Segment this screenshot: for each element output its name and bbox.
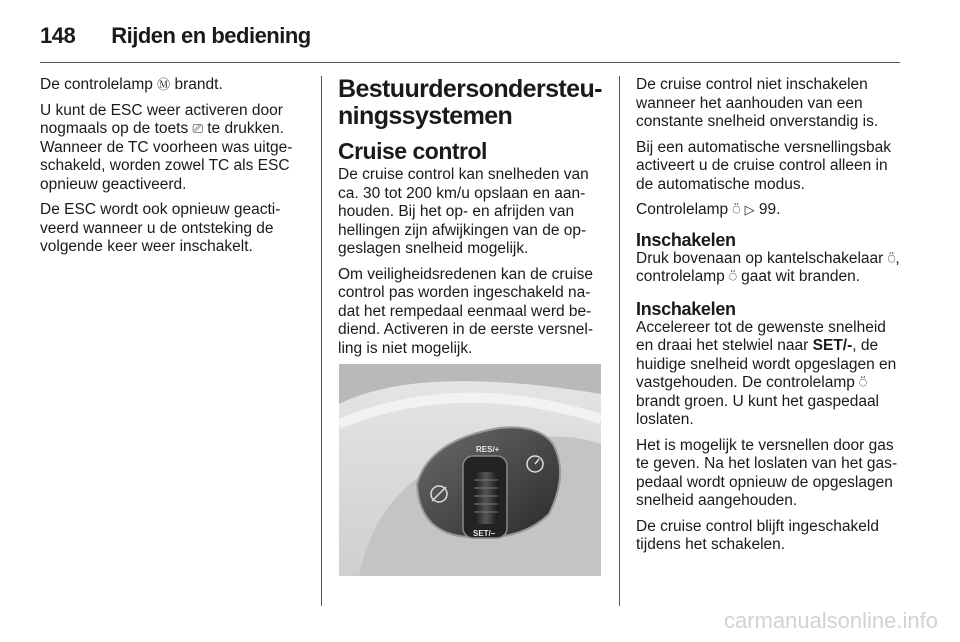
paragraph: De ESC wordt ook opnieuw geactiveerd wanneer u de ontsteking de volgende keer weer inschakelt. xyxy=(40,201,281,255)
header-rule xyxy=(40,62,900,63)
page-reference-icon: ▷ xyxy=(744,202,755,217)
paragraph: De cruise control kan snelheden van ca. 30 tot 200 km/u opslaan en aanhouden. Bij het op- en afrijden van hellingen zijn afwijkingen van de opgeslagen snelheid mogelijk. xyxy=(338,166,589,257)
subsection-heading: Cruise control xyxy=(338,138,487,164)
paragraph: Bij een automatische versnellingsbak activeert u de cruise control alleen in de automatische modus. xyxy=(636,138,892,193)
column-divider-2 xyxy=(619,76,620,606)
paragraph: Om veiligheidsredenen kan de cruise control pas worden ingeschakeld nadat het rempedaal eenmaal werd bediend. Activeren in de eerste versnelling is niet mogelijk. xyxy=(338,265,594,357)
paragraph: De cruise control niet inschakelen wanneer het aanhouden van een constante snelheid onverstandig is. xyxy=(636,76,879,130)
column-2 xyxy=(338,76,603,365)
subheading-inschakelen: Inschakelen xyxy=(636,229,736,250)
column-3 xyxy=(636,76,904,562)
paragraph: Druk bovenaan op kantelschakelaar ⍥, controlelamp ⍥ gaat wit branden. xyxy=(636,249,900,285)
watermark: carmanualsonline.info xyxy=(723,608,938,633)
page-header xyxy=(40,20,311,52)
cruise-control-icon: ⍥ xyxy=(729,269,737,284)
steering-wheel-illustration xyxy=(339,364,601,576)
set-label: SET/– xyxy=(473,529,496,538)
warning-lamp-icon: Ⓜ xyxy=(157,77,171,92)
paragraph: Controlelamp ⍥ ▷ 99. xyxy=(636,201,781,218)
cruise-control-icon: ⍥ xyxy=(732,202,741,217)
steering-wheel-controls-photo xyxy=(339,364,601,576)
paragraph: Het is mogelijk te versnellen door gas te geven. Na het loslaten van het gaspedaal wordt opnieuw de opgeslagen snelheid aangehouden. xyxy=(636,436,898,509)
res-label: RES/+ xyxy=(476,445,500,454)
paragraph: De controlelamp Ⓜ brandt. xyxy=(40,76,223,93)
paragraph: Accelereer tot de gewenste snelheid en draai het stelwiel naar SET/-, de huidige snelheid wordt opgeslagen en vastgehouden. De controlelamp ⍥ brandt groen. U kunt het gaspedaal loslaten. xyxy=(636,318,897,428)
paragraph: U kunt de ESC weer activeren door nogmaals op de toets ⎚ te drukken. Wanneer de TC voorheen was uitgeschakeld, worden zowel TC als ESC opnieuw geactiveerd. xyxy=(40,101,293,193)
paragraph: De cruise control blijft ingeschakeld tijdens het schakelen. xyxy=(636,517,879,553)
column-1 xyxy=(40,76,308,264)
esc-button-icon: ⎚ xyxy=(192,121,203,136)
chapter-title: Rijden en bediening xyxy=(111,23,311,48)
cruise-control-icon: ⍥ xyxy=(887,250,896,266)
subheading-inschakelen-2: Inschakelen xyxy=(636,298,736,319)
cruise-control-icon: ⍥ xyxy=(859,375,867,390)
section-heading: Bestuurdersondersteuningssystemen xyxy=(338,75,603,130)
page-number: 148 xyxy=(40,23,76,48)
column-divider-1 xyxy=(321,76,322,606)
